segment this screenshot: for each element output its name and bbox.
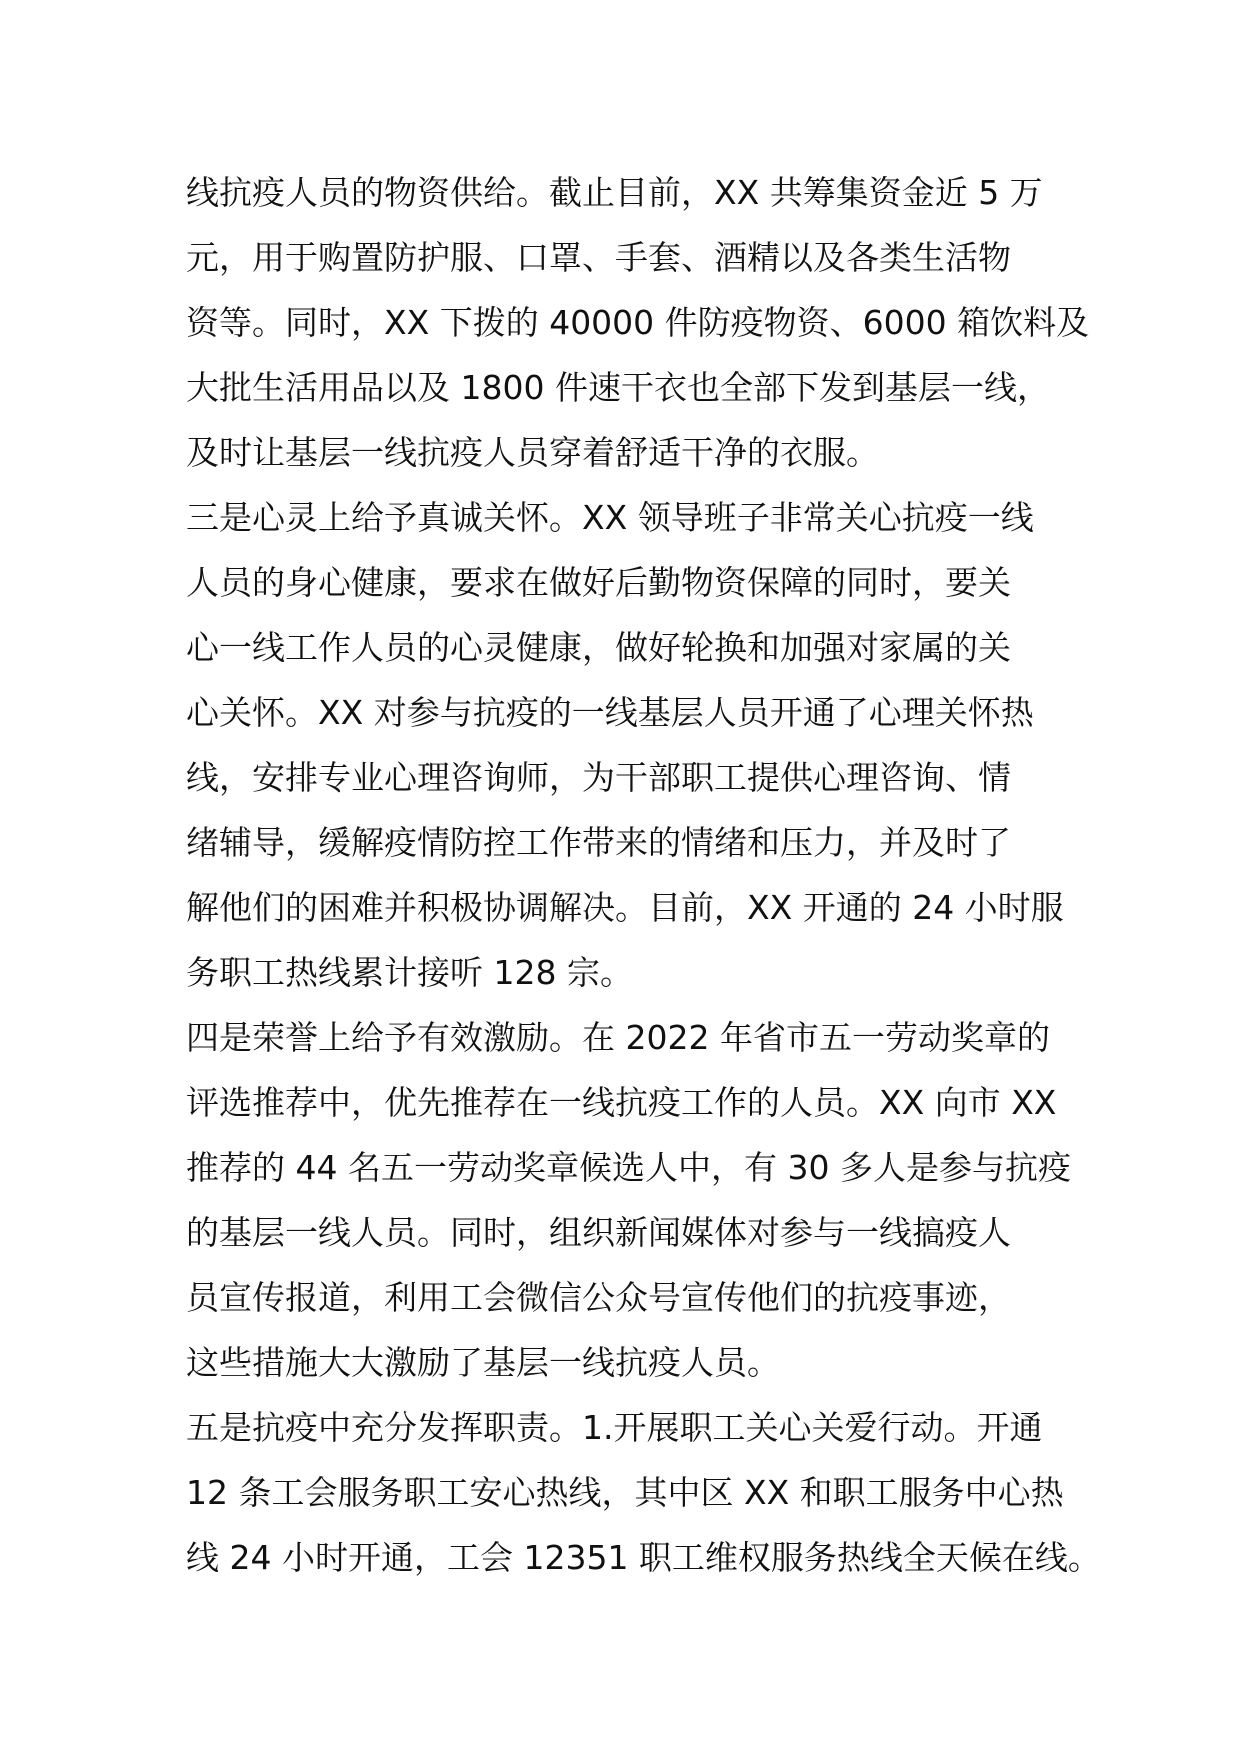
text-line: 心关怀。XX 对参与抗疫的一线基层人员开通了心理关怀热 xyxy=(186,693,1034,732)
text-line: 务职工热线累计接听 128 宗。 xyxy=(186,953,633,992)
text-line: 及时让基层一线抗疫人员穿着舒适干净的衣服。 xyxy=(186,433,879,472)
text-line: 线抗疫人员的物资供给。截止目前，XX 共筹集资金近 5 万 xyxy=(186,173,1043,212)
text-line: 解他们的困难并积极协调解决。目前，XX 开通的 24 小时服 xyxy=(186,888,1064,927)
text-line: 绪辅导，缓解疫情防控工作带来的情绪和压力，并及时了 xyxy=(186,823,1011,862)
text-line: 线 24 小时开通，工会 12351 职工维权服务热线全天候在线。 xyxy=(186,1538,1101,1577)
text-line: 的基层一线人员。同时，组织新闻媒体对参与一线搞疫人 xyxy=(186,1213,1011,1252)
text-line: 人员的身心健康，要求在做好后勤物资保障的同时，要关 xyxy=(186,563,1011,602)
text-line: 这些措施大大激励了基层一线抗疫人员。 xyxy=(186,1343,780,1382)
text-line: 四是荣誉上给予有效激励。在 2022 年省市五一劳动奖章的 xyxy=(186,1018,1050,1057)
document-body xyxy=(186,160,1101,1590)
text-line: 员宣传报道，利用工会微信公众号宣传他们的抗疫事迹， xyxy=(186,1278,1011,1317)
text-line: 线，安排专业心理咨询师，为干部职工提供心理咨询、情 xyxy=(186,758,1011,797)
text-line: 元，用于购置防护服、口罩、手套、酒精以及各类生活物 xyxy=(186,238,1011,277)
text-line: 三是心灵上给予真诚关怀。XX 领导班子非常关心抗疫一线 xyxy=(186,498,1034,537)
text-line: 评选推荐中，优先推荐在一线抗疫工作的人员。XX 向市 XX xyxy=(186,1083,1057,1122)
text-line: 大批生活用品以及 1800 件速干衣也全部下发到基层一线， xyxy=(186,368,1050,407)
text-line: 五是抗疫中充分发挥职责。1.开展职工关心关爱行动。开通 xyxy=(186,1408,1043,1447)
text-line: 推荐的 44 名五一劳动奖章候选人中，有 30 多人是参与抗疫 xyxy=(186,1148,1071,1187)
text-line: 12 条工会服务职工安心热线，其中区 XX 和职工服务中心热 xyxy=(186,1473,1064,1512)
text-line: 心一线工作人员的心灵健康，做好轮换和加强对家属的关 xyxy=(186,628,1011,667)
text-line: 资等。同时，XX 下拨的 40000 件防疫物资、6000 箱饮料及 xyxy=(186,303,1090,342)
